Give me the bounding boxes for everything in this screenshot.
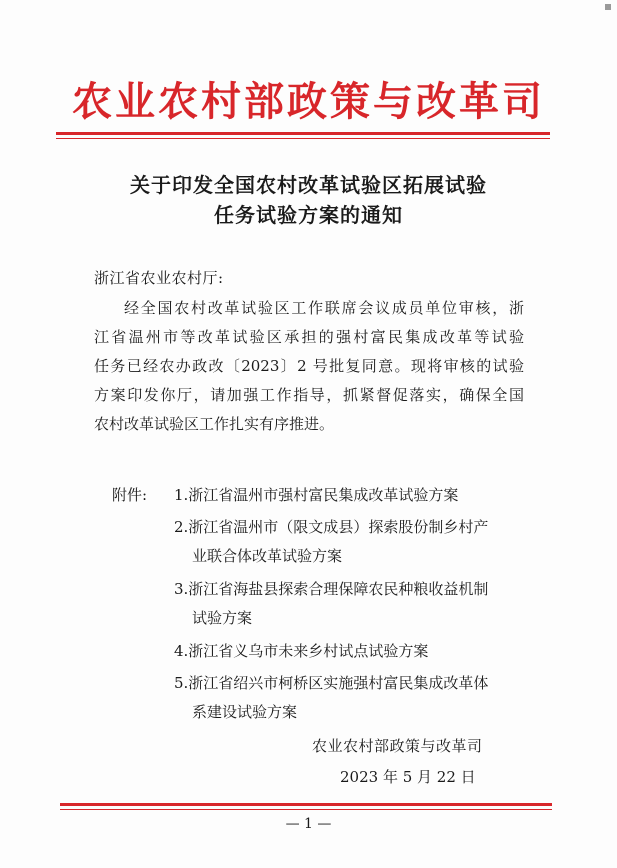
document-title xyxy=(0,170,617,230)
attachment-line: 1.浙江省温州市强村富民集成改革试验方案 xyxy=(174,486,459,504)
attachment-line: 2.浙江省温州市（限文成县）探索股份制乡村产 xyxy=(174,518,489,536)
attachment-line: 业联合体改革试验方案 xyxy=(192,547,343,565)
footer-red-rule-thin xyxy=(60,809,552,810)
header-red-rule-thin xyxy=(56,138,550,139)
org-header-title: 农业农村部政策与改革司 xyxy=(72,78,545,125)
attachment-line: 试验方案 xyxy=(192,609,253,627)
attachments-label: 附件: xyxy=(112,486,148,504)
attachment-line: 3.浙江省海盐县探索合理保障农民种粮收益机制 xyxy=(174,580,489,598)
attachment-item-1 xyxy=(174,481,524,510)
body-paragraph xyxy=(94,294,524,439)
page-number: — 1 — xyxy=(285,816,332,832)
attachment-item-5 xyxy=(174,669,524,727)
scan-mark xyxy=(605,4,611,10)
attachment-item-2 xyxy=(174,513,524,571)
recipient: 浙江省农业农村厅: xyxy=(94,269,224,287)
attachment-item-3 xyxy=(174,575,524,633)
footer-red-rule-thick xyxy=(60,803,552,806)
body-line: 江省温州市等改革试验区承担的强村富民集成改革等试验 xyxy=(94,328,524,346)
attachment-line: 5.浙江省绍兴市柯桥区实施强村富民集成改革体 xyxy=(174,674,489,692)
document-title-line-1: 关于印发全国农村改革试验区拓展试验 xyxy=(130,173,487,197)
body-line: 经全国农村改革试验区工作联席会议成员单位审核，浙 xyxy=(124,299,524,317)
signer: 农业农村部政策与改革司 xyxy=(312,737,483,755)
attachment-line: 4.浙江省义乌市未来乡村试点试验方案 xyxy=(174,642,429,660)
attachment-item-4 xyxy=(174,637,524,666)
document-title-line-2: 任务试验方案的通知 xyxy=(214,203,403,227)
header-red-rule-thick xyxy=(56,132,550,135)
attachment-line: 系建设试验方案 xyxy=(192,703,298,721)
issue-date: 2023 年 5 月 22 日 xyxy=(340,768,476,786)
body-line: 方案印发你厅，请加强工作指导，抓紧督促落实，确保全国 xyxy=(94,386,524,404)
body-line: 任务已经农办政改〔2023〕2 号批复同意。现将审核的试验 xyxy=(94,357,524,375)
body-line: 农村改革试验区工作扎实有序推进。 xyxy=(94,415,335,433)
